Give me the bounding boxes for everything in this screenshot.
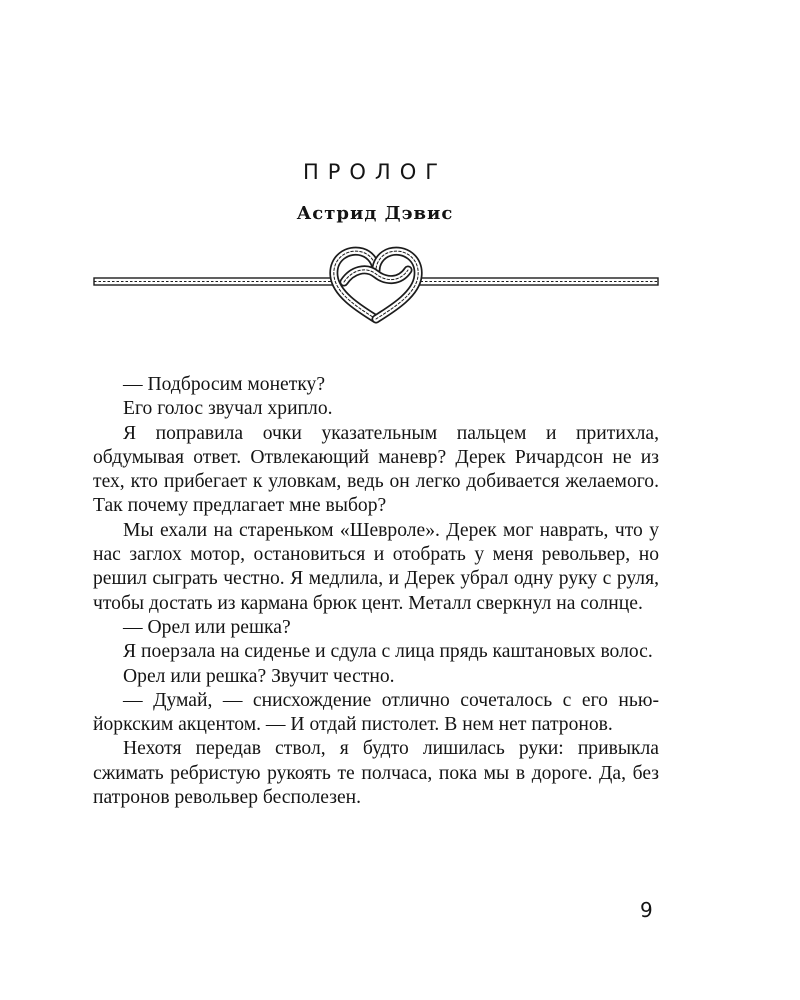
- paragraph: Я поерзала на сиденье и сдула с лица прядь каштановых волос.: [123, 641, 653, 663]
- paragraph: Орел или решка? Звучит честно.: [123, 665, 395, 687]
- paragraph: — Орел или решка?: [123, 616, 291, 638]
- paragraph: Его голос звучал хрипло.: [123, 398, 333, 420]
- chapter-body: [93, 373, 659, 810]
- paragraph: Мы ехали на стареньком «Шевроле». Дерек мог наврать, что у нас заглох мотор, остановиться и отобрать у меня револьвер, но решил сыграть честно. Я медлила, и Дерек убрал одну руку с руля, чтобы достать из кармана брюк цент. Металл сверкнул на солнце.: [93, 519, 659, 614]
- chapter-author: Астрид Дэвис: [296, 203, 454, 224]
- heart-knot: [334, 251, 418, 319]
- rope-heart-knot-icon: [90, 240, 660, 330]
- page-number: 9: [640, 898, 653, 922]
- paragraph: Я поправила очки указательным пальцем и притихла, обдумывая ответ. Отвлекающий маневр? Дерек Ричардсон не из тех, кто прибегает к уловкам, ведь он легко добивается желаемого. Так почему предлагает мне выбор?: [93, 422, 659, 517]
- chapter-title: ПРОЛОГ: [302, 160, 448, 184]
- paragraph: Нехотя передав ствол, я будто лишилась руки: привыкла сжимать ребристую рукоять те полчаса, пока мы в дороге. Да, без патронов револьвер бесполезен.: [93, 738, 659, 809]
- rope-line-right: [416, 278, 658, 285]
- paragraph: — Подбросим монетку?: [123, 374, 326, 395]
- paragraph: — Думай, — снисхождение отлично сочеталось с его нью-йоркским акцентом. — И отдай пистолет. В нем нет патронов.: [93, 689, 659, 736]
- rope-line-left: [94, 278, 336, 285]
